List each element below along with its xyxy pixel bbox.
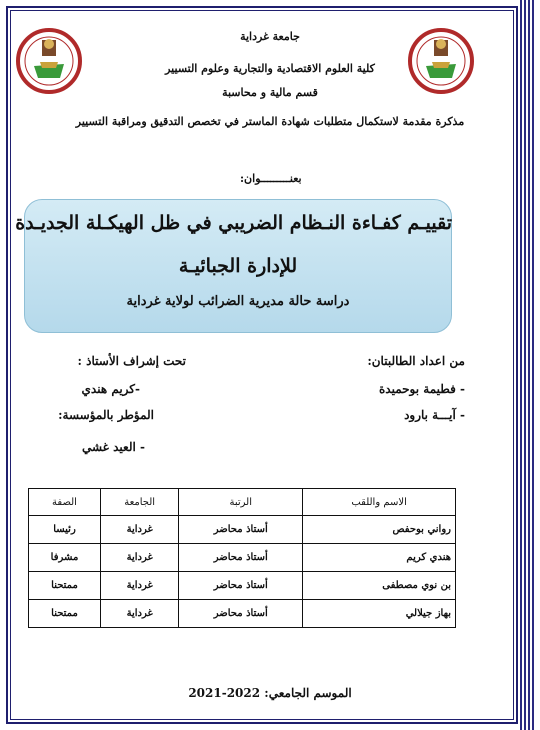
- table-row: [29, 600, 456, 628]
- academic-season: [0, 686, 540, 700]
- member-name: بن نوي مصطفى: [303, 572, 456, 600]
- committee-table: [28, 488, 456, 628]
- thesis-title-line-2: للإدارة الجبائيـة: [178, 255, 298, 277]
- column-header: الرتبة: [179, 489, 303, 516]
- column-header: الاسم واللقب: [303, 489, 456, 516]
- supervisor-heading: تحت إشراف الأستاذ :: [77, 354, 186, 368]
- member-university: غرداية: [100, 572, 178, 600]
- student-name: - آيـــة بارود: [404, 408, 465, 422]
- member-name: بهاز جيلالي: [303, 600, 456, 628]
- table-row: [29, 572, 456, 600]
- thesis-note: مذكرة مقدمة لاستكمال متطلبات شهادة الماستر في تخصص التدقيق ومراقبة التسيير: [75, 115, 465, 128]
- column-header: الصفة: [29, 489, 101, 516]
- member-role: ممتحنا: [29, 600, 101, 628]
- member-rank: أستاذ محاضر: [179, 600, 303, 628]
- thesis-title-line-1: تقييـم كفـاءة النـظام الضريبي في ظل الهيكـلة الجديـدة: [15, 212, 452, 234]
- table-row: [29, 544, 456, 572]
- decorative-side-strip: [520, 0, 534, 730]
- member-university: غرداية: [100, 600, 178, 628]
- member-university: غرداية: [100, 516, 178, 544]
- table-header-row: [29, 489, 456, 516]
- member-rank: أستاذ محاضر: [179, 516, 303, 544]
- title-label: بعنـــــــــوان:: [240, 172, 302, 185]
- table-row: [29, 516, 456, 544]
- faculty-name: كلية العلوم الاقتصادية والتجارية وعلوم التسيير: [165, 62, 375, 75]
- member-name: رواني بوحفص: [303, 516, 456, 544]
- institution-supervisor-name: - العيد غشي: [81, 440, 145, 454]
- thesis-subtitle: دراسة حالة مديرية الضرائب لولاية غرداية: [126, 294, 350, 309]
- institution-supervisor-heading: المؤطر بالمؤسسة:: [58, 408, 154, 422]
- member-name: هندي كريم: [303, 544, 456, 572]
- member-role: رئيسا: [29, 516, 101, 544]
- season-years: 2022-2021: [188, 686, 261, 700]
- student-name: - فطيمة بوحميدة: [378, 382, 465, 396]
- supervisor-name: -كريم هندي: [81, 382, 140, 396]
- member-rank: أستاذ محاضر: [179, 544, 303, 572]
- member-rank: أستاذ محاضر: [179, 572, 303, 600]
- university-name: جامعة غرداية: [240, 30, 300, 43]
- member-university: غرداية: [100, 544, 178, 572]
- season-label: الموسم الجامعي:: [264, 686, 352, 700]
- students-heading: من اعداد الطالبتان:: [367, 354, 465, 368]
- member-role: ممتحنا: [29, 572, 101, 600]
- column-header: الجامعة: [100, 489, 178, 516]
- member-role: مشرفا: [29, 544, 101, 572]
- department-name: قسم مالية و محاسبة: [222, 86, 318, 99]
